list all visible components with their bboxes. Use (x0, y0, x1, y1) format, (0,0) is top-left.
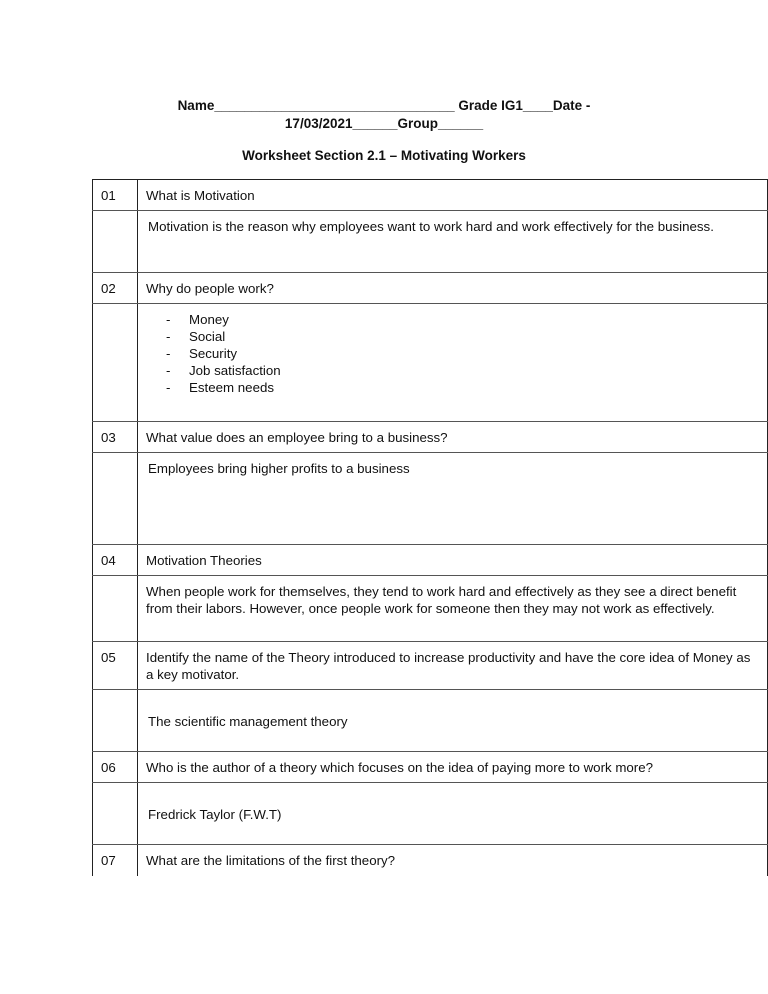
question-number: 02 (93, 273, 138, 304)
list-item: - Job satisfaction (166, 363, 281, 378)
question-text: What value does an employee bring to a business? (138, 422, 768, 453)
question-number: 05 (93, 642, 138, 690)
question-text: Identify the name of the Theory introduced to increase productivity and have the core idea of Money as a key motivator. (138, 642, 768, 690)
worksheet-table (92, 179, 768, 876)
list-item: - Money (166, 312, 229, 327)
answer-text: Employees bring higher profits to a business (138, 453, 768, 545)
question-row (93, 642, 768, 690)
list-item: - Security (166, 346, 238, 361)
empty-cell (93, 576, 138, 642)
question-number: 04 (93, 545, 138, 576)
answer-row (93, 783, 768, 845)
question-text: What are the limitations of the first theory? (138, 845, 768, 876)
answer-list (146, 311, 759, 396)
empty-cell (93, 453, 138, 545)
list-item: - Social (166, 329, 226, 344)
dash-bullet: - (166, 346, 171, 361)
list-item: - Esteem needs (166, 380, 275, 395)
section-title: Worksheet Section 2.1 – Motivating Workers (242, 148, 526, 163)
answer-row (93, 304, 768, 422)
question-text: Motivation Theories (138, 545, 768, 576)
answer-row (93, 211, 768, 273)
answer-text: The scientific management theory (138, 690, 768, 752)
empty-cell (93, 783, 138, 845)
answer-text: Motivation is the reason why employees want to work hard and work effectively for the business. (138, 211, 768, 273)
answer-row (93, 453, 768, 545)
question-row (93, 752, 768, 783)
dash-bullet: - (166, 380, 171, 395)
question-number: 07 (93, 845, 138, 876)
question-row (93, 273, 768, 304)
question-text: Why do people work? (138, 273, 768, 304)
question-row (93, 180, 768, 211)
question-number: 03 (93, 422, 138, 453)
question-text: What is Motivation (138, 180, 768, 211)
question-row (93, 845, 768, 876)
empty-cell (93, 690, 138, 752)
answer-text: When people work for themselves, they tend to work hard and effectively as they see a direct benefit from their labors. However, once people work for someone then they may not work as effectively. (138, 576, 768, 642)
question-row (93, 422, 768, 453)
question-text: Who is the author of a theory which focuses on the idea of paying more to work more? (138, 752, 768, 783)
empty-cell (93, 304, 138, 422)
answer-list-cell (138, 304, 768, 422)
answer-row (93, 576, 768, 642)
dash-bullet: - (166, 329, 171, 344)
name-grade-date-line: Name________________________________ Grade IG1____Date - (177, 98, 591, 113)
question-number: 06 (93, 752, 138, 783)
dash-bullet: - (166, 312, 171, 327)
date-group-line: 17/03/2021______Group______ (284, 116, 484, 131)
question-number: 01 (93, 180, 138, 211)
empty-cell (93, 211, 138, 273)
worksheet-header (0, 97, 768, 133)
answer-row (93, 690, 768, 752)
answer-text: Fredrick Taylor (F.W.T) (138, 783, 768, 845)
dash-bullet: - (166, 363, 171, 378)
question-row (93, 545, 768, 576)
